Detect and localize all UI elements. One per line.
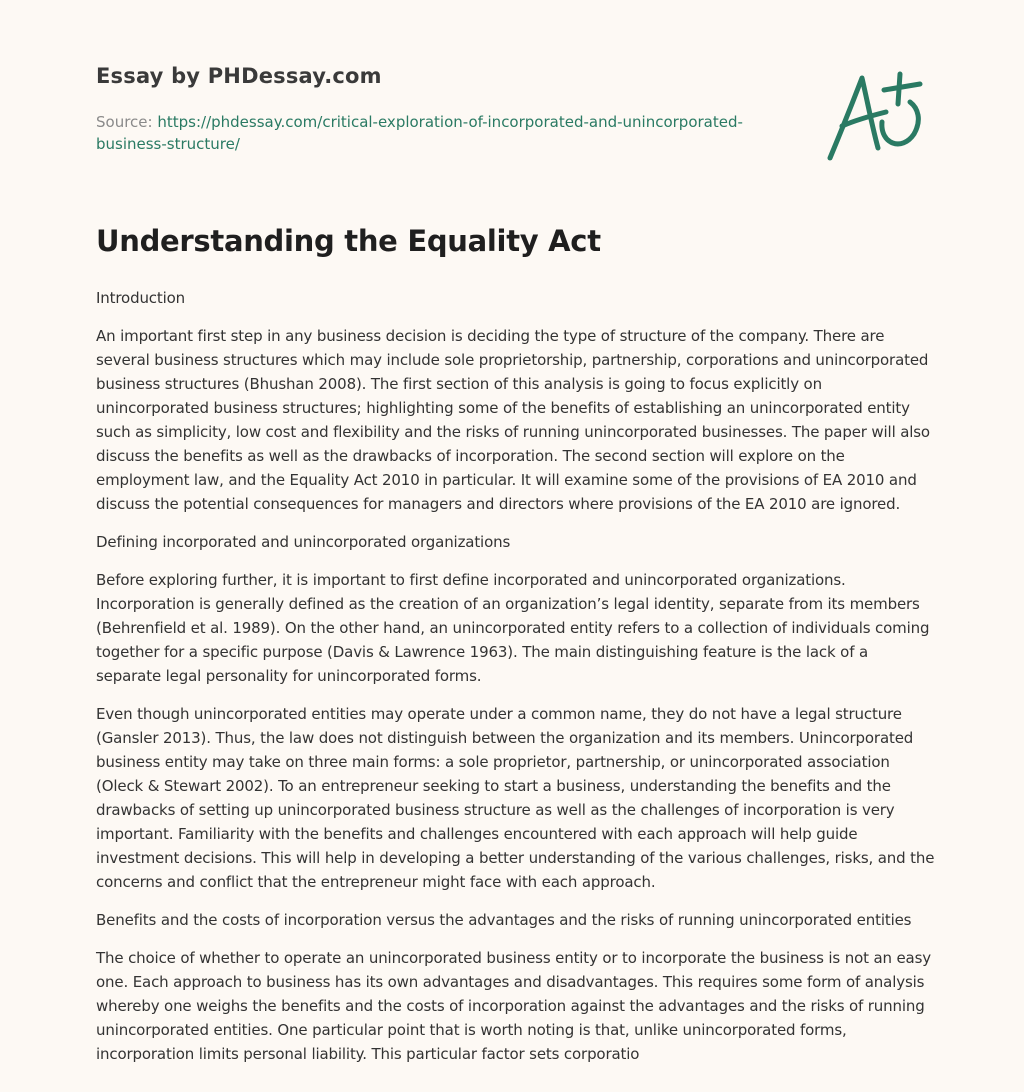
a-plus-logo-icon — [820, 64, 930, 168]
source-line — [96, 111, 776, 155]
site-title: Essay by PHDessay.com — [96, 64, 382, 88]
paragraph: Before exploring further, it is important to first define incorporated and unincorporated organizations. Incorporation is generally defined as the creation of an organization’s legal identity, separate from its members (Behrenfield et al. 1989). On the other hand, an unincorporated entity refers to a collection of individuals coming together for a specific purpose (Davis & Lawrence 1963). The main distinguishing feature is the lack of a separate legal personality for unincorporated forms. — [96, 571, 930, 685]
source-label: Source: — [96, 113, 153, 131]
paragraph: The choice of whether to operate an unincorporated business entity or to incorporate the business is not an easy one. Each approach to business has its own advantages and disadvantages. This requires some form of analysis whereby one weighs the benefits and the costs of incorporation against the advantages and the risks of running unincorporated entities. One particular point that is worth noting is that, unlike unincorporated forms, incorporation limits personal liability. This particular factor sets corporatio — [96, 949, 931, 1063]
section-heading-benefits-costs: Benefits and the costs of incorporation versus the advantages and the risks of running unincorporated entities — [96, 911, 912, 929]
section-heading-introduction: Introduction — [96, 289, 186, 307]
source-link[interactable]: https://phdessay.com/critical-exploration-of-incorporated-and-unincorporated-business-structure/ — [96, 113, 743, 153]
essay-title: Understanding the Equality Act — [96, 224, 601, 258]
paragraph: Even though unincorporated entities may operate under a common name, they do not have a legal structure (Gansler 2013). Thus, the law does not distinguish between the organization and its members. Unincorporated business entity may take on three main forms: a sole proprietor, partnership, or unincorporated association (Oleck & Stewart 2002). To an entrepreneur seeking to start a business, understanding the benefits and the drawbacks of setting up unincorporated business structure as well as the challenges of incorporation is very important. Familiarity with the benefits and challenges encountered with each approach will help guide investment decisions. This will help in developing a better understanding of the various challenges, risks, and the concerns and conflict that the entrepreneur might face with each approach. — [96, 705, 935, 891]
paragraph: An important first step in any business decision is deciding the type of structure of the company. There are several business structures which may include sole proprietorship, partnership, corporations and unincorporated business structures (Bhushan 2008). The first section of this analysis is going to focus explicitly on unincorporated business structures; highlighting some of the benefits of establishing an unincorporated entity such as simplicity, low cost and flexibility and the risks of running unincorporated businesses. The paper will also discuss the benefits as well as the drawbacks of incorporation. The second section will explore on the employment law, and the Equality Act 2010 in particular. It will examine some of the provisions of EA 2010 and discuss the potential consequences for managers and directors where provisions of the EA 2010 are ignored. — [96, 327, 930, 513]
essay-body — [96, 286, 936, 1080]
a-plus-logo-graphic — [820, 64, 930, 168]
section-heading-definitions: Defining incorporated and unincorporated organizations — [96, 533, 511, 551]
